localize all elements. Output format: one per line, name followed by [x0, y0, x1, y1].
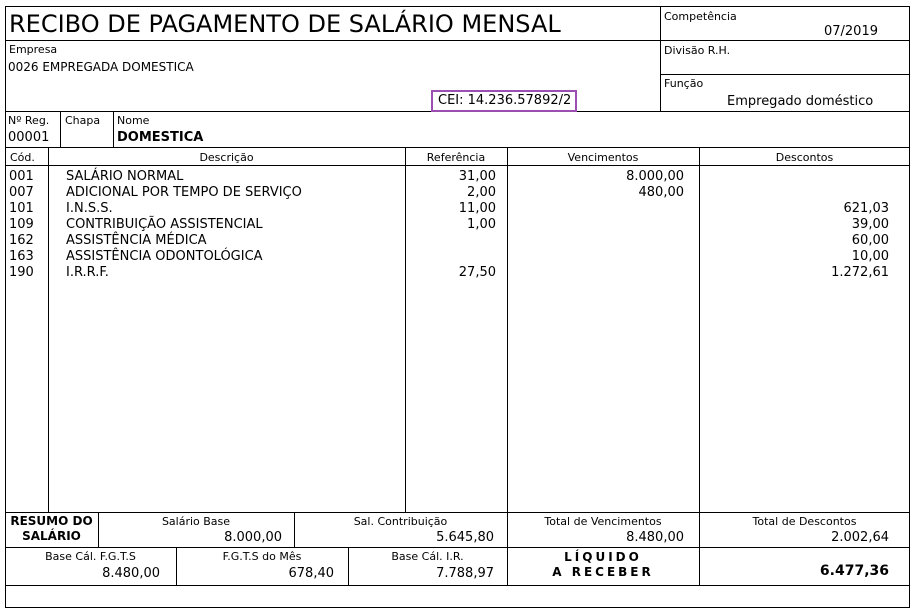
row-cod: 163 [9, 249, 34, 264]
total-descontos-label: Total de Descontos [752, 515, 857, 528]
competencia-bottom-line [660, 40, 910, 41]
col-header-referencia: Referência [426, 151, 486, 164]
liquido-label-2: A RECEBER [552, 565, 654, 579]
table-row [0, 185, 916, 201]
row-cod: 101 [9, 201, 34, 216]
row-vencimentos: 480,00 [638, 185, 684, 200]
base-fgts-label: Base Cál. F.G.T.S [45, 550, 136, 563]
col-header-cod: Cód. [10, 151, 35, 164]
row-cod: 109 [9, 217, 34, 232]
row-referencia: 11,00 [458, 201, 496, 216]
divisao-bottom-line [660, 74, 910, 75]
fgts-mes-label: F.G.T.S do Mês [222, 550, 302, 563]
employee-bottom-line [5, 147, 910, 148]
row-cod: 001 [9, 169, 34, 184]
resumo-label-1: RESUMO DO [10, 514, 93, 528]
row-referencia: 1,00 [467, 217, 496, 232]
row-referencia: 2,00 [467, 185, 496, 200]
title-bottom-line [5, 40, 661, 41]
col-header-descricao: Descrição [199, 151, 254, 164]
table-row [0, 233, 916, 249]
row-descontos: 621,03 [843, 201, 889, 216]
salario-base-value: 8.000,00 [224, 530, 282, 545]
summary-mid-line [5, 547, 910, 548]
row-cod: 162 [9, 233, 34, 248]
chapa-label: Chapa [65, 114, 101, 127]
page-title: RECIBO DE PAGAMENTO DE SALÁRIO MENSAL [9, 10, 561, 38]
base-ir-value: 7.788,97 [436, 566, 494, 581]
items-list [0, 169, 916, 281]
empresa-label: Empresa [9, 43, 58, 56]
competencia-value: 07/2019 [823, 24, 878, 39]
row-cod: 007 [9, 185, 34, 200]
salario-base-label: Salário Base [161, 515, 231, 528]
col-header-vencimentos: Vencimentos [567, 151, 639, 164]
row-descricao: ADICIONAL POR TEMPO DE SERVIÇO [66, 185, 302, 200]
table-header-bottom-line [5, 165, 910, 166]
summary-top-line [5, 512, 910, 513]
cei-number: CEI: 14.236.57892/2 [438, 93, 572, 108]
col-header-descontos: Descontos [775, 151, 834, 164]
reg-label: Nº Reg. [8, 114, 50, 127]
row-descricao: I.R.R.F. [66, 265, 109, 280]
total-vencimentos-value: 8.480,00 [626, 530, 684, 545]
table-row [0, 249, 916, 265]
table-row [0, 201, 916, 217]
nome-label: Nome [117, 114, 150, 127]
reg-value: 00001 [8, 130, 50, 145]
row-descontos: 1.272,61 [831, 265, 889, 280]
competencia-label: Competência [664, 10, 737, 23]
summary-bottom-line [5, 585, 910, 586]
table-row [0, 265, 916, 281]
row-vencimentos: 8.000,00 [626, 169, 684, 184]
row-descontos: 60,00 [851, 233, 889, 248]
row-descontos: 39,00 [851, 217, 889, 232]
nome-value: DOMESTICA [117, 130, 204, 145]
empresa-value: 0026 EMPREGADA DOMESTICA [8, 60, 194, 74]
chapa-divider [113, 111, 114, 147]
header-right-divider [660, 6, 661, 111]
row-referencia: 31,00 [458, 169, 496, 184]
row-cod: 190 [9, 265, 34, 280]
table-row [0, 169, 916, 185]
resumo-label-2: SALÁRIO [22, 529, 81, 543]
sal-contribuicao-label: Sal. Contribuição [353, 515, 448, 528]
liquido-label-1: LÍQUIDO [564, 550, 642, 564]
total-descontos-value: 2.002,64 [831, 530, 889, 545]
sal-contribuicao-value: 5.645,80 [436, 530, 494, 545]
row-descricao: SALÁRIO NORMAL [66, 169, 184, 184]
row-referencia: 27,50 [458, 265, 496, 280]
reg-divider [60, 111, 61, 147]
table-row [0, 217, 916, 233]
funcao-label: Função [664, 77, 704, 90]
row-descricao: CONTRIBUIÇÃO ASSISTENCIAL [66, 217, 263, 232]
fgts-mes-value: 678,40 [288, 566, 334, 581]
funcao-value: Empregado doméstico [727, 94, 874, 109]
base-fgts-value: 8.480,00 [102, 566, 160, 581]
liquido-value: 6.477,36 [819, 563, 889, 579]
row-descricao: ASSISTÊNCIA ODONTOLÓGICA [66, 249, 263, 264]
divisao-label: Divisão R.H. [664, 44, 731, 57]
row-descontos: 10,00 [851, 249, 889, 264]
row-descricao: I.N.S.S. [66, 201, 113, 216]
row-descricao: ASSISTÊNCIA MÉDICA [66, 233, 207, 248]
total-vencimentos-label: Total de Vencimentos [544, 515, 662, 528]
base-ir-label: Base Cál. I.R. [391, 550, 464, 563]
